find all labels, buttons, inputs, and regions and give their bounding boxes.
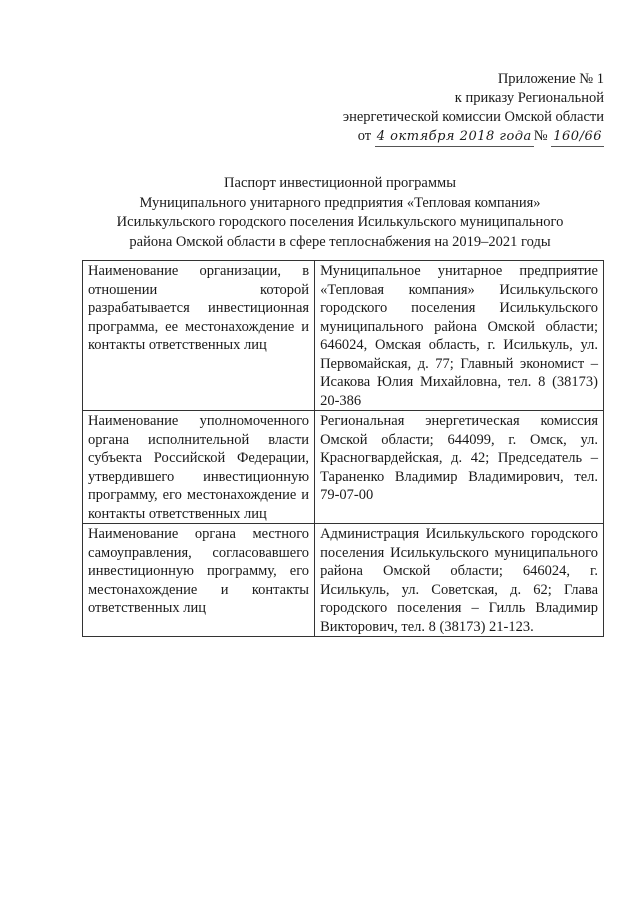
title-line-3: Исилькульского городского поселения Исилькульского муниципального bbox=[116, 214, 564, 230]
row-label: Наименование органа местного самоуправления, согласовавшего инвестиционную программу, его местонахождение и контакты ответственных лиц bbox=[83, 524, 315, 637]
handwritten-number: 160/66 bbox=[551, 127, 604, 147]
row-label: Наименование уполномоченного органа исполнительной власти субъекта Российской Федерации, утвердившего инвестиционную программу, его местонахождение и контакты ответственных лиц bbox=[83, 411, 315, 524]
title-line-4: района Омской области в сфере теплоснабжения на 2019–2021 годы bbox=[129, 233, 551, 250]
from-prefix: от bbox=[357, 128, 372, 144]
number-prefix: № bbox=[533, 128, 548, 144]
table-row bbox=[83, 411, 604, 524]
row-value: Администрация Исилькульского городского поселения Исилькульского муниципального района Омской области; 646024, г. Исилькуль, ул. Советская, д. 62; Глава городского поселения – Гилль Владимир Викторович, тел. 8 (38173) 21-123. bbox=[315, 524, 604, 637]
handwritten-date: 4 октября 2018 года bbox=[375, 127, 534, 147]
appendix-header bbox=[284, 70, 604, 147]
row-value: Региональная энергетическая комиссия Омской области; 644099, г. Омск, ул. Красногвардейская, д. 42; Председатель – Тараненко Владимир Владимирович, тел. 79-07-00 bbox=[315, 411, 604, 524]
row-value: Муниципальное унитарное предприятие «Тепловая компания» Исилькульского городского поселения Исилькульского муниципального района Омской области; 646024, Омская область, г. Исилькуль, ул. Первомайская, д. 77; Главный экономист – Исакова Юлия Михайловна, тел. 8 (38173) 20-386 bbox=[315, 261, 604, 411]
title-line-1: Паспорт инвестиционной программы bbox=[224, 175, 456, 191]
appendix-title: Приложение № 1 bbox=[497, 71, 604, 87]
appendix-commission: энергетической комиссии Омской области bbox=[342, 109, 604, 125]
title-line-2: Муниципального унитарного предприятия «Тепловая компания» bbox=[139, 194, 541, 211]
appendix-date-line bbox=[284, 127, 604, 147]
document-title bbox=[40, 174, 640, 252]
table-row bbox=[83, 524, 604, 637]
row-label: Наименование организации, в отношении которой разрабатывается инвестиционная программа, ее местонахождение и контакты ответственных лиц bbox=[83, 261, 315, 411]
table-row bbox=[83, 261, 604, 411]
passport-table bbox=[82, 260, 604, 637]
appendix-order-ref: к приказу Региональной bbox=[454, 90, 604, 106]
